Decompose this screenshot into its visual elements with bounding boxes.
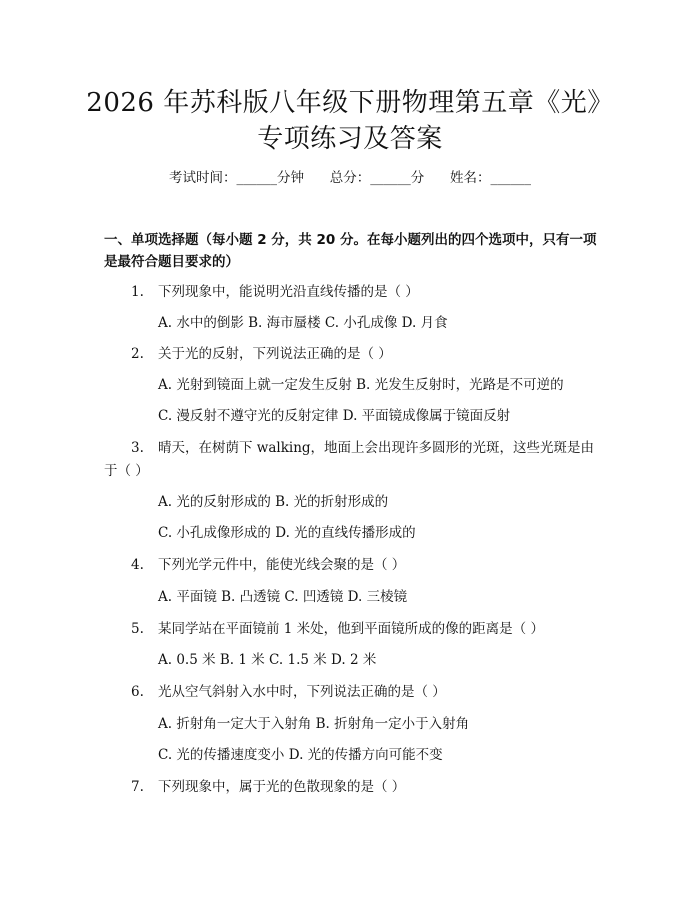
page-title: 2026 年苏科版八年级下册物理第五章《光》 xyxy=(86,88,614,118)
section-heading-cont: 是最符合题目要求的） xyxy=(104,254,239,270)
question-number: 3. xyxy=(131,440,144,456)
question-stem: 光从空气斜射入水中时，下列说法正确的是（ ） xyxy=(158,684,446,700)
question-stem-cont: 于（ ） xyxy=(104,463,149,479)
question-options: A. 光射到镜面上就一定发生反射 B. 光发生反射时，光路是不可逆的 xyxy=(158,377,564,393)
question-stem: 下列现象中，能说明光沿直线传播的是（ ） xyxy=(158,284,419,300)
question-options: A. 0.5 米 B. 1 米 C. 1.5 米 D. 2 米 xyxy=(158,652,377,668)
question-options: A. 光的反射形成的 B. 光的折射形成的 xyxy=(158,494,389,510)
question-options: A. 折射角一定大于入射角 B. 折射角一定小于入射角 xyxy=(158,716,470,732)
question-options: C. 小孔成像形成的 D. 光的直线传播形成的 xyxy=(158,525,416,541)
question-number: 7. xyxy=(131,779,144,795)
question-number: 6. xyxy=(131,684,144,700)
question-options: A. 平面镜 B. 凸透镜 C. 凹透镜 D. 三棱镜 xyxy=(158,589,408,605)
section-heading: 一、单项选择题（每小题 2 分，共 20 分。在每小题列出的四个选项中，只有一项 xyxy=(104,232,597,248)
question-stem: 晴天，在树荫下 walking，地面上会出现许多圆形的光斑，这些光斑是由 xyxy=(158,440,595,456)
question-options: A. 水中的倒影 B. 海市蜃楼 C. 小孔成像 D. 月食 xyxy=(158,315,448,331)
question-options: C. 光的传播速度变小 D. 光的传播方向可能不变 xyxy=(158,747,443,763)
question-number: 2. xyxy=(131,346,144,362)
question-stem: 下列现象中，属于光的色散现象的是（ ） xyxy=(158,779,406,795)
page-subtitle: 专项练习及答案 xyxy=(257,124,443,154)
question-number: 1. xyxy=(131,284,144,300)
question-number: 5. xyxy=(131,621,144,637)
question-options: C. 漫反射不遵守光的反射定律 D. 平面镜成像属于镜面反射 xyxy=(158,408,511,424)
question-stem: 某同学站在平面镜前 1 米处，他到平面镜所成的像的距离是（ ） xyxy=(158,621,544,637)
question-number: 4. xyxy=(131,557,144,573)
question-stem: 下列光学元件中，能使光线会聚的是（ ） xyxy=(158,557,406,573)
exam-info-line: 考试时间：______分钟 总分：______分 姓名：______ xyxy=(169,170,531,186)
question-stem: 关于光的反射，下列说法正确的是（ ） xyxy=(158,346,392,362)
